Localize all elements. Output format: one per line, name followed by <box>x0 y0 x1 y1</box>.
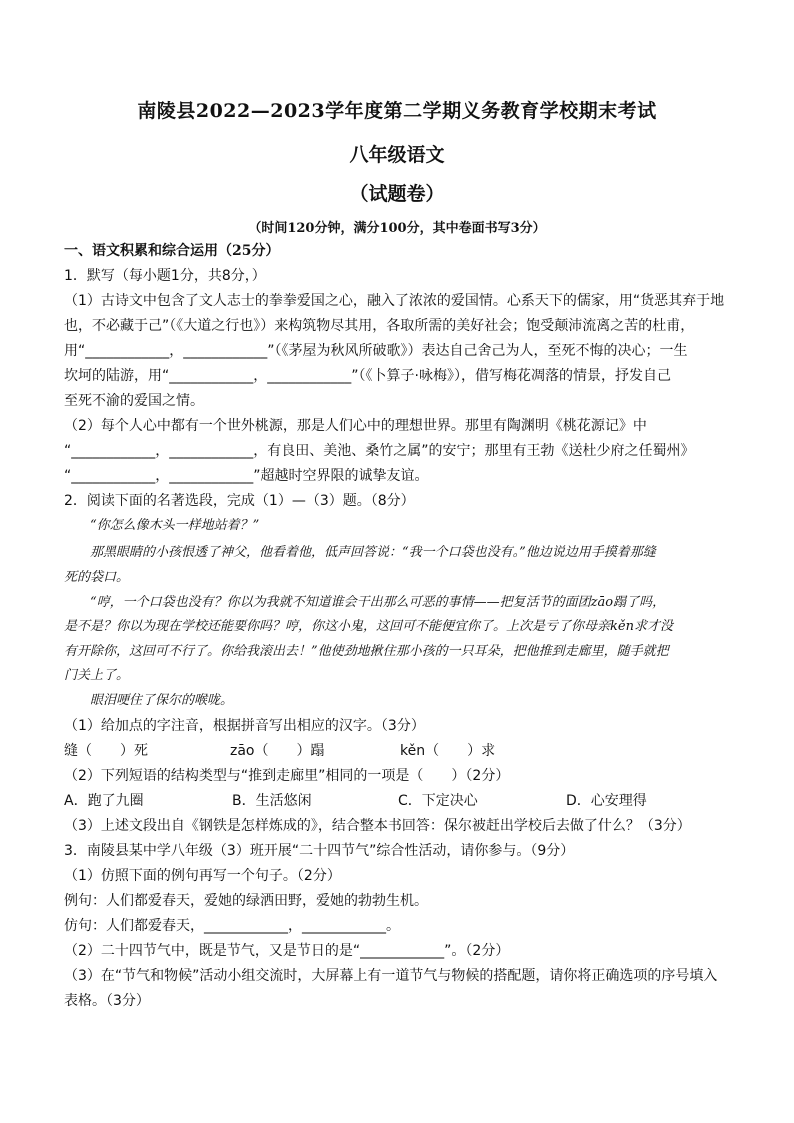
excerpt-line: 眼泪哽住了保尔的喉咙。 <box>90 693 234 708</box>
excerpt-line: 门关上了。 <box>64 668 130 683</box>
excerpt-line: 是不是？你以为现在学校还能要你吗？哼，你这小鬼，这回可不能便宜你了。上次是亏了你母亲kěn求才没 <box>64 619 673 634</box>
q2-sub1-item-a: 缝（ ）死 <box>64 743 148 759</box>
q2-sub3: （3）上述文段出自《钢铁是怎样炼成的》，结合整本书回答：保尔被赶出学校后去做了什么？（3分） <box>64 818 691 834</box>
q1-p2-line: （2）每个人心中都有一个世外桃源，那是人们心中的理想世界。那里有陶渊明《桃花源记》中 <box>64 418 647 434</box>
q3-imitate: 仿句：人们都爱春天，____________，____________。 <box>64 918 400 934</box>
q2-stem: 2．阅读下面的名著选段，完成（1）—（3）题。（8分） <box>64 493 415 509</box>
q1-p1-line: 至死不渝的爱国之情。 <box>64 393 204 409</box>
excerpt-line: “哼，一个口袋也没有？你以为我就不知道谁会干出那么可恶的事情——把复活节的面团zāo蹋了吗， <box>90 595 666 610</box>
exam-title: 南陵县2022—2023学年度第二学期义务教育学校期末考试 <box>137 100 657 122</box>
q2-option-b: B．生活悠闲 <box>232 793 312 809</box>
q1-p1-line: （1）古诗文中包含了文人志士的拳拳爱国之心，融入了浓浓的爱国情。心系天下的儒家，用“货恶其弃于地 <box>64 293 725 309</box>
q3-sub3-line: 表格。（3分） <box>64 993 150 1009</box>
q2-option-a: A．跑了九圈 <box>64 793 144 809</box>
q1-p2-line: “____________，____________”超越时空界限的诚挚友谊。 <box>64 468 429 484</box>
grade-subject-title: 八年级语文 <box>349 144 445 166</box>
q2-option-c: C．下定决心 <box>398 793 478 809</box>
q1-stem: 1．默写（每小题1分，共8分，） <box>64 268 266 284</box>
excerpt-line: 死的袋口。 <box>64 570 130 585</box>
excerpt-line: “你怎么像木头一样地站着？” <box>90 518 260 533</box>
q2-sub1: （1）给加点的字注音，根据拼音写出相应的汉字。（3分） <box>64 718 425 734</box>
q3-sub3-line: （3）在“节气和物候”活动小组交流时，大屏幕上有一道节气与物候的搭配题，请你将正确选项的序号填入 <box>64 968 718 984</box>
q2-option-d: D．心安理得 <box>566 793 647 809</box>
q3-sub1: （1）仿照下面的例句再写一个句子。（2分） <box>64 868 341 884</box>
q1-p2-line: “____________，____________，有良田、美池、桑竹之属”的安宁；那里有王勃《送杜少府之任蜀州》 <box>64 443 695 459</box>
q1-p1-line: 用“____________，____________”（《茅屋为秋风所破歌》）表达自己舍己为人，至死不悔的决心；一生 <box>64 343 688 359</box>
q1-p1-line: 坎坷的陆游，用“____________，____________”（《卜算子·咏梅》），借写梅花凋落的情景，抒发自己 <box>64 368 671 384</box>
q2-sub1-item-b: zāo（ ）蹋 <box>230 743 325 759</box>
q1-p1-line: 也，不必藏于己”（《大道之行也》）来构筑物尽其用，各取所需的美好社会；饱受颠沛流离之苦的杜甫， <box>64 318 695 334</box>
excerpt-line: 有开除你，这回可不行了。你给我滚出去！”他使劲地揪住那小孩的一只耳朵，把他推到走廊里，随手就把 <box>64 644 669 659</box>
q3-example: 例句：人们都爱春天，爱她的绿洒田野，爱她的勃勃生机。 <box>64 893 428 909</box>
q3-sub2: （2）二十四节气中，既是节气，又是节日的是“____________”。（2分） <box>64 943 510 959</box>
q2-sub1-item-c: kěn（ ）求 <box>400 743 496 759</box>
q2-sub2: （2）下列短语的结构类型与“推到走廊里”相同的一项是（ ）（2分） <box>64 768 510 784</box>
paper-type-title: （试题卷） <box>349 183 445 205</box>
section-1-heading: 一、语文积累和综合运用（25分） <box>64 243 280 259</box>
exam-info: （时间120分钟，满分100分，其中卷面书写3分） <box>248 221 546 236</box>
excerpt-line: 那黑眼睛的小孩恨透了神父，他看着他，低声回答说：“我一个口袋也没有。”他边说边用手摸着那缝 <box>90 545 656 560</box>
q3-stem: 3．南陵县某中学八年级（3）班开展“二十四节气”综合性活动，请你参与。（9分） <box>64 843 575 859</box>
